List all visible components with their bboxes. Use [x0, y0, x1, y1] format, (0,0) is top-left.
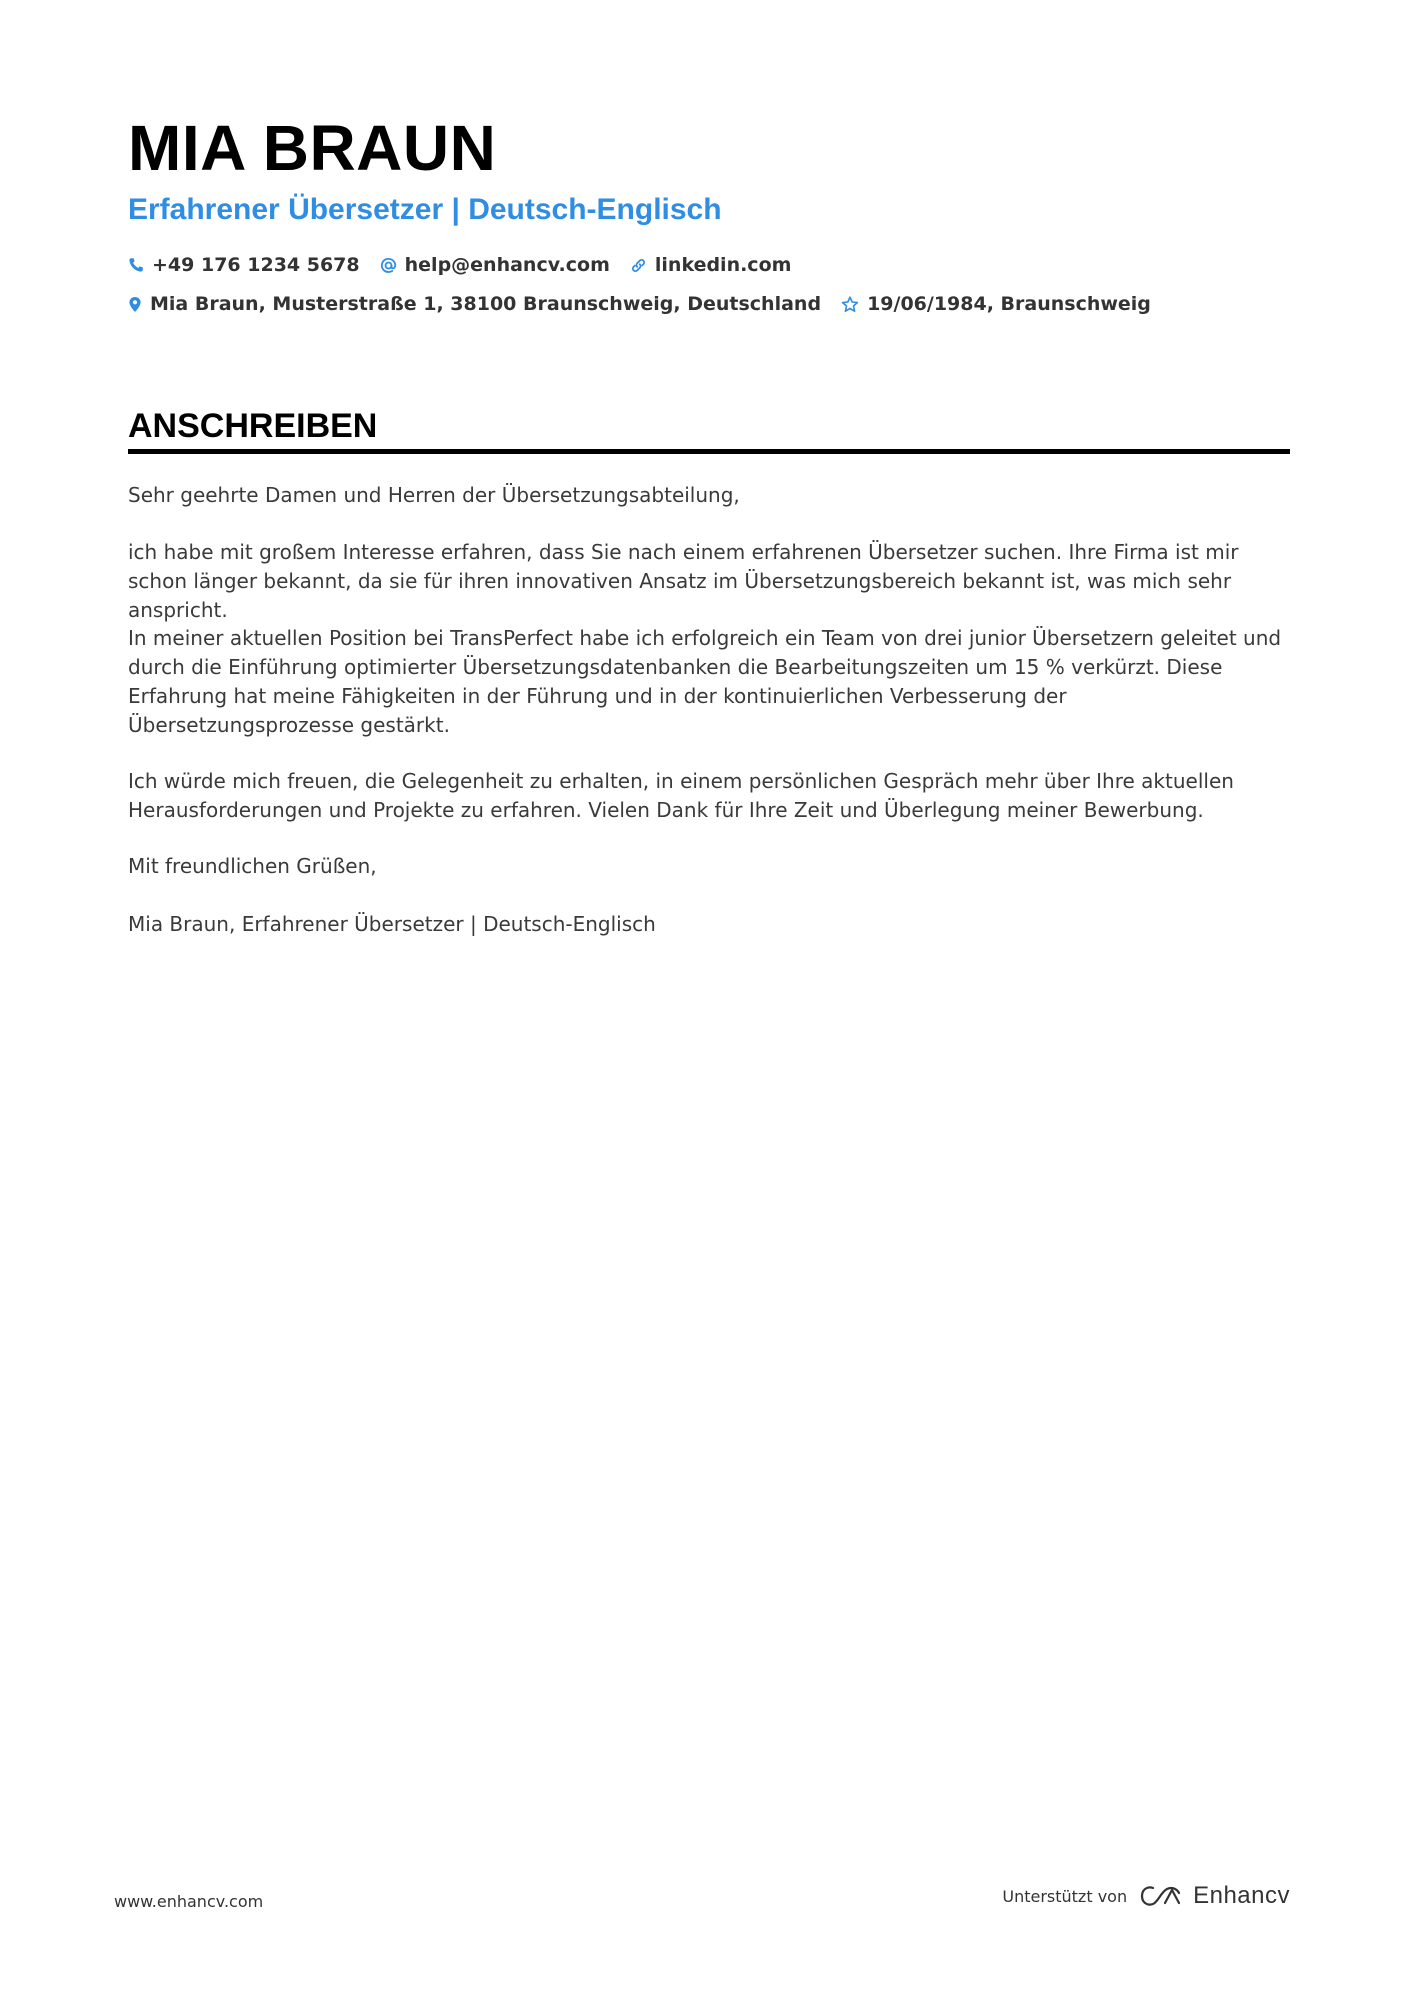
letter-paragraph-1: ich habe mit großem Interesse erfahren, dass Sie nach einem erfahrenen Übersetzer suchen. Ihre Firma ist mir schon länger bekannt, da sie für ihren innovativen Ansatz im Übersetzungsbereich bekannt ist, was mich sehr anspricht. [128, 540, 1239, 622]
letter-signature: Mia Braun, Erfahrener Übersetzer | Deutsch-Englisch [128, 912, 656, 936]
applicant-name: MIA BRAUN [128, 112, 497, 184]
letter-paragraph-3: Ich würde mich freuen, die Gelegenheit zu erhalten, in einem persönlichen Gespräch mehr über Ihre aktuellen Herausforderungen und Projekte zu erfahren. Vielen Dank für Ihre Zeit und Überlegung meiner Bewerbung. [128, 769, 1234, 822]
letter-closing: Mit freundlichen Grüßen, [128, 854, 377, 878]
contact-row-secondary [128, 293, 1171, 315]
footer-branding [1002, 1882, 1290, 1910]
brand-name: Enhancv [1193, 1882, 1290, 1909]
brand-logo[interactable] [1139, 1882, 1290, 1910]
birth-text: 19/06/1984, Braunschweig [867, 293, 1151, 315]
phone-icon [128, 257, 144, 273]
phone-text: +49 176 1234 5678 [152, 254, 360, 276]
email-text: help@enhancv.com [404, 254, 610, 276]
at-icon [380, 257, 397, 274]
letter-salutation: Sehr geehrte Damen und Herren der Übersetzungsabteilung, [128, 483, 740, 507]
location-pin-icon [128, 296, 142, 313]
letter-paragraph-2: In meiner aktuellen Position bei TransPerfect habe ich erfolgreich ein Team von drei junior Übersetzern geleitet und durch die Einführung optimierter Übersetzungsdatenbanken die Bearbeitungszeiten um 15 % verkürzt. Diese Erfahrung hat meine Fähigkeiten in der Führung und in der kontinuierlichen Verbesserung der Übersetzungsprozesse gestärkt. [128, 626, 1282, 737]
powered-by-text: Unterstützt von [1002, 1886, 1128, 1906]
contact-phone[interactable] [128, 254, 360, 276]
contact-email[interactable] [380, 254, 610, 276]
link-icon [630, 257, 647, 274]
contact-birth [841, 293, 1151, 315]
section-title: ANSCHREIBEN [128, 407, 378, 445]
star-icon [841, 296, 859, 313]
contact-link[interactable] [630, 254, 792, 276]
section-divider [128, 449, 1290, 454]
applicant-headline: Erfahrener Übersetzer | Deutsch-Englisch [128, 193, 722, 226]
footer-website[interactable]: www.enhancv.com [114, 1892, 264, 1911]
link-text: linkedin.com [654, 254, 792, 276]
contact-address [128, 293, 821, 315]
address-text: Mia Braun, Musterstraße 1, 38100 Braunschweig, Deutschland [150, 293, 822, 315]
enhancv-logo-icon [1139, 1883, 1185, 1909]
contact-row-primary [128, 254, 811, 276]
